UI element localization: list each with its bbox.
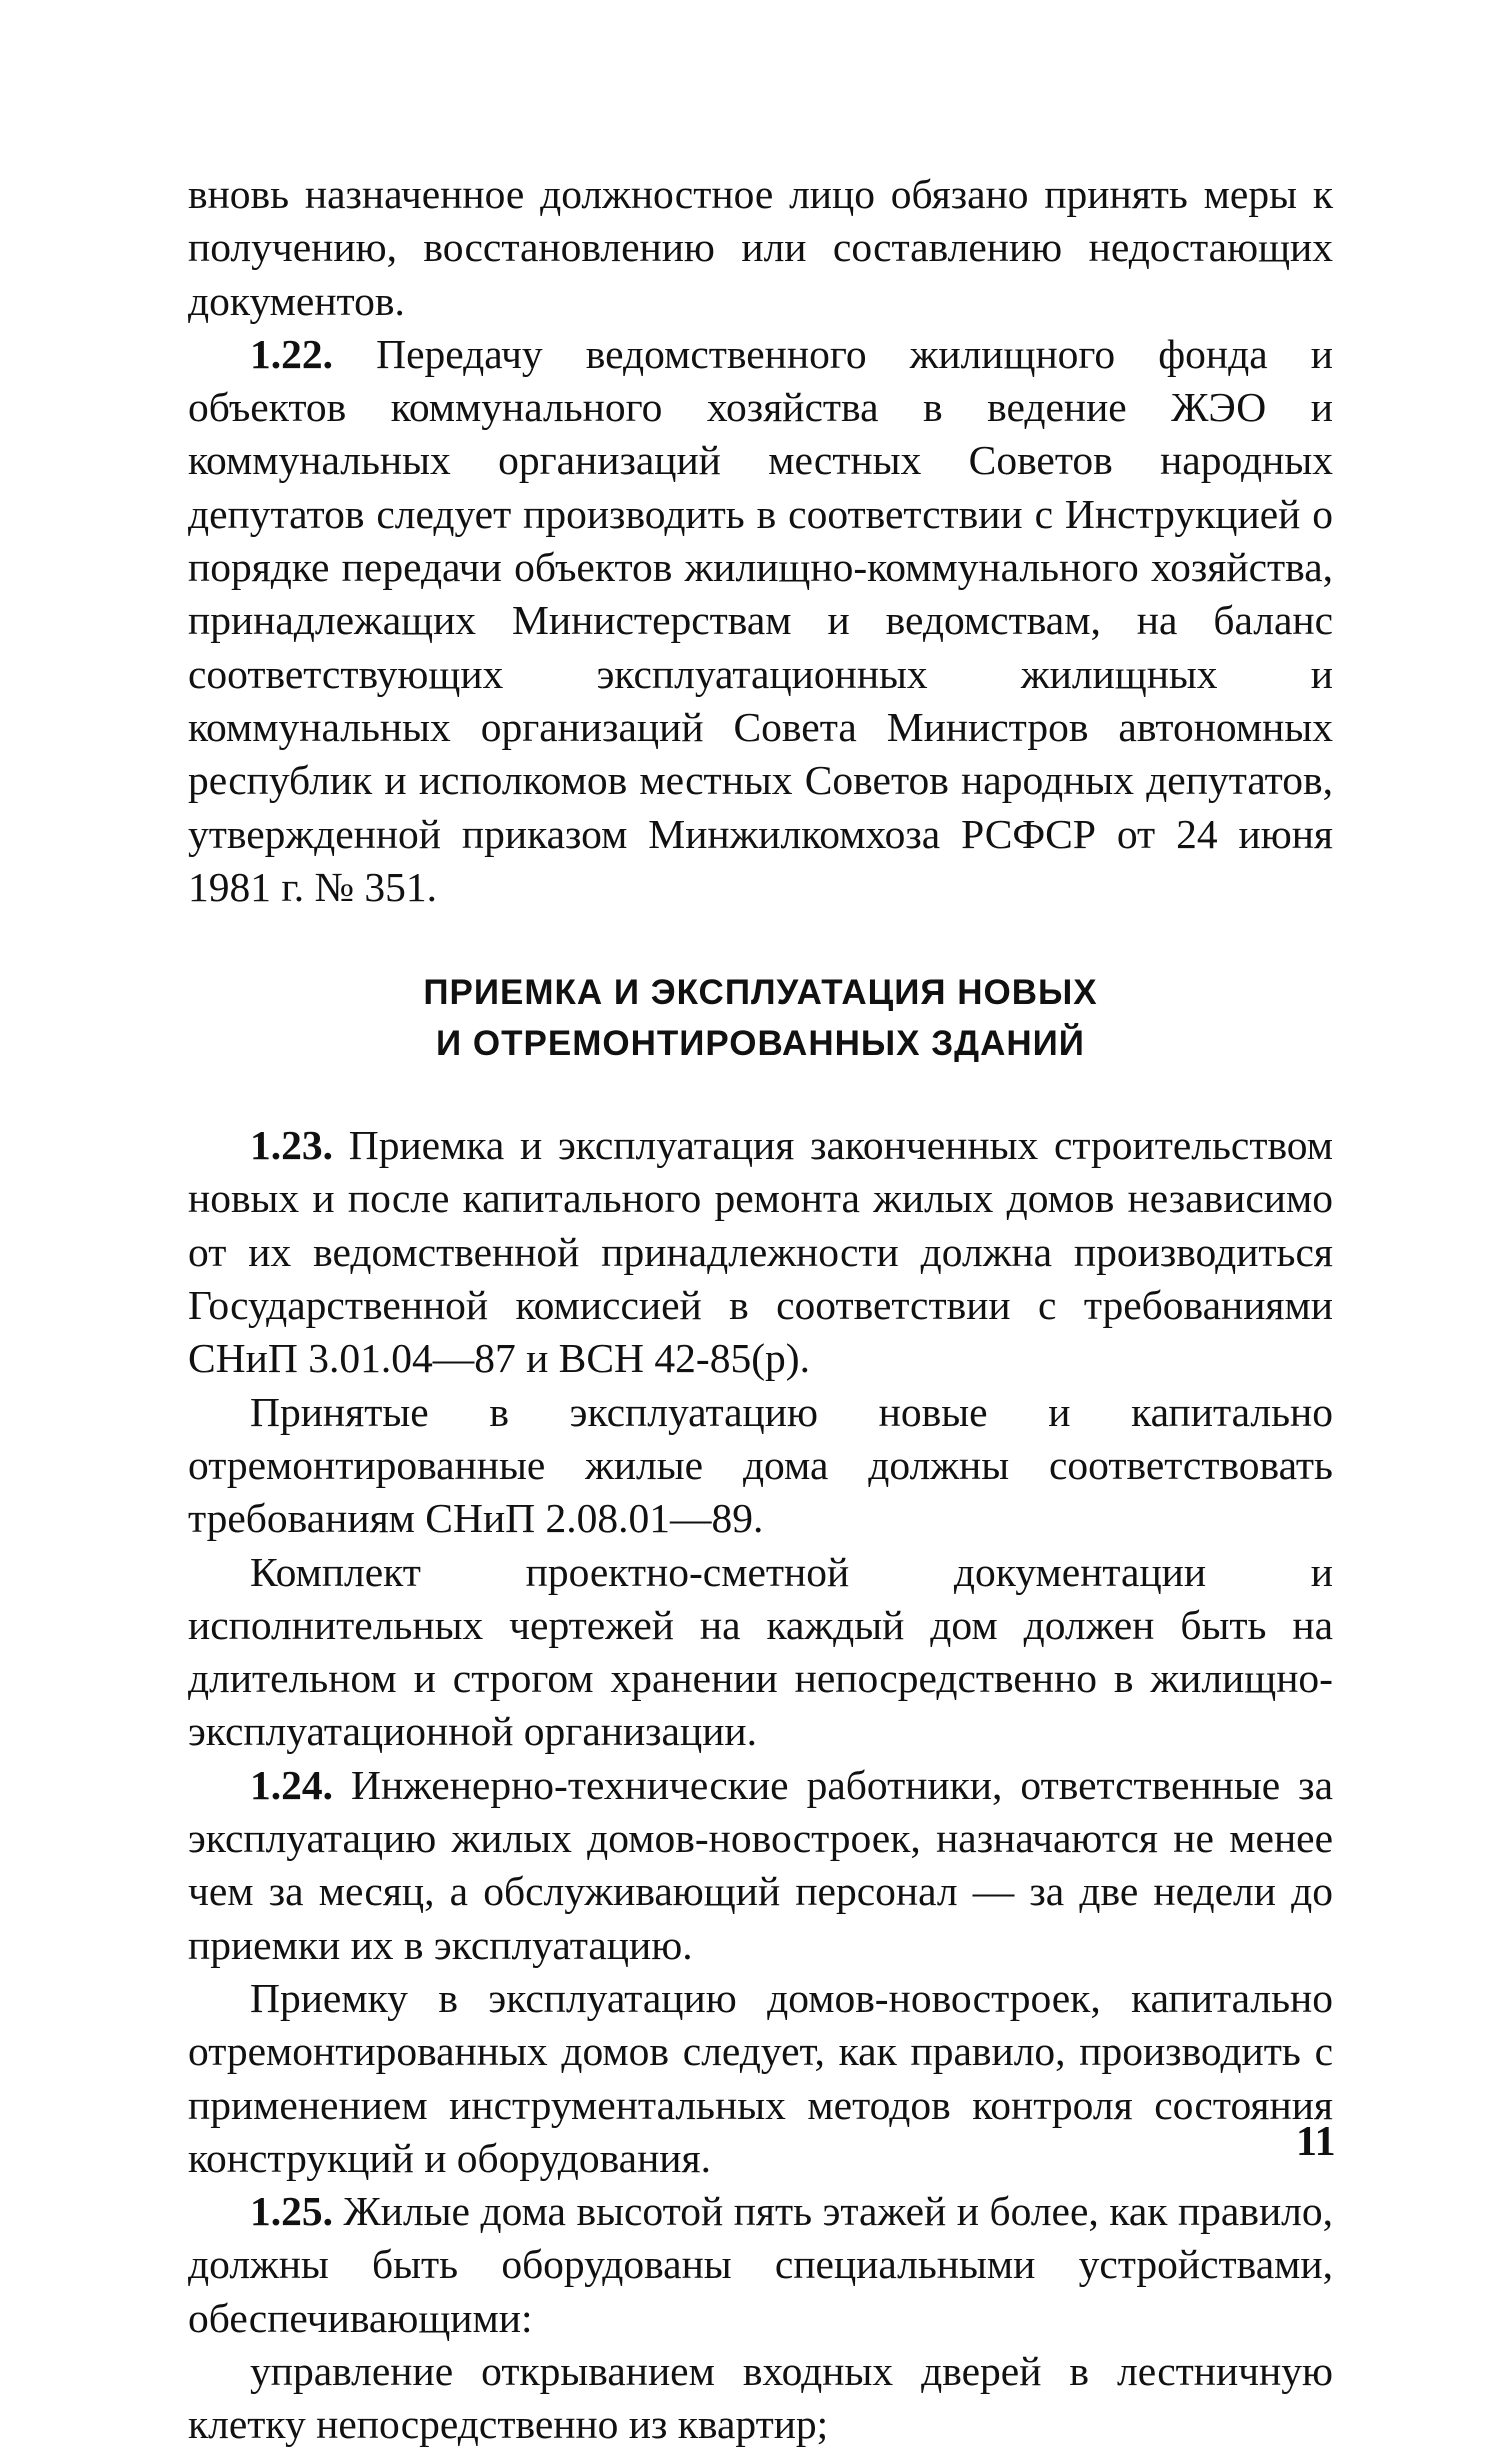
section-heading — [188, 967, 1333, 1069]
paragraph-1-23-b: Принятые в эксплуатацию новые и капитально отремонтированные жилые дома должны соответствовать требованиям СНиП 2.08.01—89. — [188, 1388, 1333, 1542]
clause-number: 1.22. — [250, 330, 333, 377]
page-number: 11 — [1296, 2119, 1336, 2165]
continuation-paragraph: вновь назначенное должностное лицо обязано принять меры к получению, восстановлению или составлению недостающих документов. — [188, 171, 1333, 324]
paragraph-1-25 — [188, 2185, 1333, 2345]
clause-number: 1.23. — [250, 1122, 333, 1169]
section-heading-line-1: ПРИЕМКА И ЭКСПЛУАТАЦИЯ НОВЫХ — [423, 973, 1098, 1013]
clause-number: 1.25. — [250, 2188, 333, 2235]
paragraph-1-24 — [188, 1759, 1333, 1972]
clause-text: Жилые дома высотой пять этажей и более, как правило, должны быть оборудованы специальными устройствами, обеспечивающими: — [188, 2188, 1333, 2341]
clause-text: Передачу ведомственного жилищного фонда и объектов коммунального хозяйства в ведение ЖЭО и коммунальных организаций местных Советов народных депутатов следует производить в соответствии с Инструкцией о порядке передачи объектов жилищно-коммунального хозяйства, принадлежащих Министерствам и ведомствам, на баланс соответствующих эксплуатационных жилищных и коммунальных организаций Совета Министров автономных республик и исполкомов местных Советов народных депутатов, утвержденной приказом Минжилкомхоза РСФСР от 24 июня 1981 г. № 351. — [188, 330, 1333, 910]
paragraph-1-25-item-1: управление открыванием входных дверей в лестничную клетку непосредственно из квартир; — [188, 2347, 1333, 2448]
page-content — [188, 168, 1333, 2452]
paragraph-1-23 — [188, 1119, 1333, 1385]
clause-text: Инженерно-технические работники, ответственные за эксплуатацию жилых домов-новостроек, назначаются не менее чем за месяц, а обслуживающий персонал — за две недели до приемки их в эксплуатацию. — [188, 1761, 1333, 1968]
paragraph-1-24-b: Приемку в эксплуатацию домов-новостроек, капитально отремонтированных домов следует, как правило, производить с применением инструментальных методов контроля состояния конструкций и оборудования. — [188, 1974, 1333, 2181]
section-heading-line-2: И ОТРЕМОНТИРОВАННЫХ ЗДАНИЙ — [436, 1024, 1085, 1064]
clause-number: 1.24. — [250, 1761, 333, 1808]
clause-text: Приемка и эксплуатация законченных строительством новых и после капитального ремонта жилых домов независимо от их ведомственной принадлежности должна производиться Государственной комиссией в соответствии с требованиями СНиП 3.01.04—87 и ВСН 42-85(р). — [188, 1122, 1334, 1382]
paragraph-1-22 — [188, 328, 1333, 914]
paragraph-1-23-c: Комплект проектно-сметной документации и исполнительных чертежей на каждый дом должен быть на длительном и строгом хранении непосредственно в жилищно-эксплуатационной организации. — [188, 1548, 1333, 1755]
